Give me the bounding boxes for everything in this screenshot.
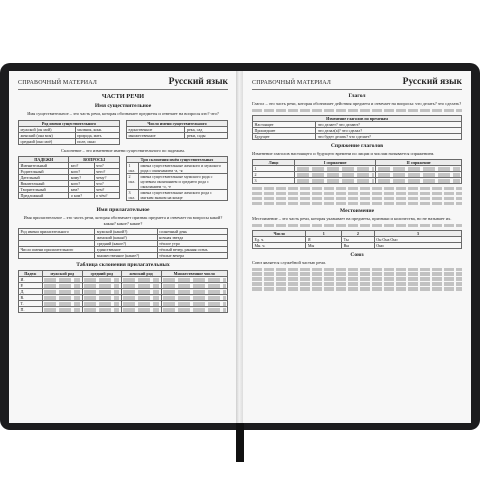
pronoun-table bbox=[252, 230, 462, 249]
illegible-text bbox=[297, 179, 374, 183]
decl-desc: имена существительные мужского рода с нулевым окончанием и среднего рода с окончанием -о, -е bbox=[139, 174, 228, 190]
gender-example: мальчик, конь bbox=[75, 126, 119, 132]
adjective-definition: Имя прилагательное – это часть речи, которая обозначает признак предмета и отвечает на вопросы какой? какая? какое? какие? bbox=[23, 215, 223, 226]
illegible-text bbox=[84, 296, 119, 300]
illegible-text bbox=[84, 308, 119, 312]
noun-title: Имя существительное bbox=[94, 103, 152, 109]
verb-title: Глагол bbox=[348, 93, 366, 99]
decl-desc: имена существительные женского рода с мягким знаком на конце bbox=[139, 190, 228, 201]
adj-decl-head: мужской род bbox=[42, 271, 82, 277]
number-example: река, сад bbox=[185, 126, 228, 132]
adjective-title: Имя прилагательное bbox=[96, 207, 150, 214]
case-name: Родительный bbox=[19, 169, 69, 175]
person-label: 1 bbox=[253, 165, 295, 171]
illegible-text bbox=[84, 302, 119, 306]
illegible-text bbox=[44, 284, 80, 288]
adj-example: солнечный день bbox=[157, 229, 227, 235]
case-q1: кем? bbox=[69, 187, 94, 193]
case-q1: о ком? bbox=[69, 193, 94, 199]
illegible-text bbox=[378, 173, 460, 177]
adj-form: единственное bbox=[95, 247, 157, 253]
three-declensions-table bbox=[126, 156, 228, 201]
three-declensions-head: Три склонения имён существительных bbox=[127, 157, 228, 163]
illegible-text bbox=[84, 284, 119, 288]
case-q1: кого? bbox=[69, 169, 94, 175]
pronoun-title: Местоимение bbox=[339, 207, 375, 214]
illegible-paragraph bbox=[252, 187, 462, 205]
pron-word: Они bbox=[374, 242, 461, 248]
pron-word: Он Она Оно bbox=[374, 236, 461, 242]
case-q2: чем? bbox=[94, 187, 119, 193]
illegible-text bbox=[44, 290, 80, 294]
conjugation-note: Изменение глаголов настоящего и будущего времени по лицам и числам называется спряжением. bbox=[252, 150, 435, 156]
illegible-text bbox=[84, 278, 119, 282]
illegible-text bbox=[44, 296, 80, 300]
tense-name: Будущее bbox=[253, 133, 316, 139]
conjugation-title: Спряжение глаголов bbox=[330, 142, 384, 149]
conj-head: II спряжение bbox=[376, 159, 462, 165]
adjective-table bbox=[18, 228, 228, 259]
tense-table bbox=[252, 115, 462, 140]
adj-decl-head: женский род bbox=[121, 271, 161, 277]
right-page bbox=[243, 71, 471, 423]
conjugation-table bbox=[252, 159, 462, 184]
illegible-text bbox=[297, 167, 374, 171]
adj-example: тёплый вечер, ранняя осень bbox=[157, 247, 227, 253]
adj-case-label: В. bbox=[19, 295, 43, 301]
decl-label: 3 скл. bbox=[127, 190, 139, 201]
adj-form: множественное (какие?) bbox=[95, 253, 157, 259]
pron-head: 1 bbox=[306, 230, 342, 236]
illegible-paragraph bbox=[252, 268, 462, 291]
case-q1: кто? bbox=[69, 163, 94, 169]
illegible-text bbox=[163, 308, 225, 312]
adj-decl-head: средний род bbox=[82, 271, 121, 277]
illegible-text bbox=[163, 290, 225, 294]
pron-word: Ты bbox=[342, 236, 375, 242]
conj-head: Лицо bbox=[253, 159, 295, 165]
number-cell: единственное bbox=[127, 126, 185, 132]
illegible-text bbox=[378, 179, 460, 183]
case-name: Именительный bbox=[19, 163, 69, 169]
pronoun-definition: Местоимение – это часть речи, которая указывает на предметы, признаки и количества, но не называет их. bbox=[252, 215, 452, 221]
union-title: Союз bbox=[350, 251, 364, 258]
left-page bbox=[9, 71, 237, 423]
pron-word: Вы bbox=[342, 242, 375, 248]
adjective-declension-table bbox=[18, 270, 228, 313]
adj-group: Число имени прилагательного bbox=[19, 247, 95, 253]
illegible-text bbox=[123, 290, 159, 294]
adj-group: Род имени прилагательного bbox=[19, 229, 95, 235]
noun-gender-table bbox=[18, 120, 120, 145]
case-q1: кому? bbox=[69, 175, 94, 181]
union-definition: Союз является служебной частью речи. bbox=[252, 259, 326, 265]
case-q2: о чём? bbox=[94, 193, 119, 199]
subject-title: Русский язык bbox=[168, 77, 228, 87]
adj-form: средний (какое?) bbox=[95, 241, 157, 247]
person-label: 3 bbox=[253, 177, 295, 183]
illegible-text bbox=[123, 284, 159, 288]
illegible-text bbox=[297, 173, 374, 177]
illegible-text bbox=[123, 302, 159, 306]
adj-form: женский (какая?) bbox=[95, 235, 157, 241]
adj-form: мужской (какой?) bbox=[95, 229, 157, 235]
illegible-text bbox=[163, 284, 225, 288]
case-name: Творительный bbox=[19, 187, 69, 193]
illegible-text bbox=[378, 167, 460, 171]
adj-decl-head: Падеж bbox=[19, 271, 43, 277]
pron-word: Я bbox=[306, 236, 342, 242]
case-q2: чему? bbox=[94, 175, 119, 181]
adj-example: ночная звезда bbox=[157, 235, 227, 241]
illegible-text bbox=[44, 302, 80, 306]
declension-note: Склонение – это изменение имени существительного по падежам. bbox=[61, 147, 185, 153]
pron-word: Мы bbox=[306, 242, 342, 248]
decl-desc: имена существительные женского и мужского рода с окончанием -а, -я bbox=[139, 163, 228, 174]
verb-definition: Глагол – это часть речи, которая обозначает действия предмета и отвечает на вопросы: что делать? что сделать? bbox=[252, 101, 462, 106]
number-head: Число имени существительного bbox=[127, 120, 228, 126]
subject-title: Русский язык bbox=[402, 77, 462, 87]
illegible-paragraph bbox=[252, 224, 462, 227]
gender-number-block bbox=[18, 119, 228, 148]
adj-case-label: Т. bbox=[19, 301, 43, 307]
right-page-header bbox=[252, 77, 462, 90]
reference-label: СПРАВОЧНЫЙ МАТЕРИАЛ bbox=[252, 80, 332, 86]
adj-group bbox=[19, 253, 95, 259]
pron-head: Число bbox=[253, 230, 306, 236]
case-q1: кого? bbox=[69, 181, 94, 187]
illegible-text bbox=[123, 278, 159, 282]
reference-label: СПРАВОЧНЫЙ МАТЕРИАЛ bbox=[18, 80, 98, 86]
cases-head: ПАДЕЖИ bbox=[19, 157, 69, 163]
case-q2: чего? bbox=[94, 169, 119, 175]
pron-head: 3 bbox=[374, 230, 461, 236]
adj-case-label: Д. bbox=[19, 289, 43, 295]
illegible-text bbox=[123, 308, 159, 312]
adj-decl-head: Множественное число bbox=[161, 271, 227, 277]
illegible-text bbox=[163, 278, 225, 282]
adjective-table-title: Таблица склонения прилагательных bbox=[76, 262, 170, 269]
illegible-text bbox=[44, 278, 80, 282]
adj-example: тёплые вечера bbox=[157, 253, 227, 259]
noun-definition: Имя существительное – это часть речи, которая обозначает предметы и отвечает на вопросы кто? что? bbox=[27, 111, 219, 116]
cases-table bbox=[18, 156, 120, 199]
person-label: 2 bbox=[253, 171, 295, 177]
decl-label: 2 скл. bbox=[127, 174, 139, 190]
cases-declension-block bbox=[18, 155, 228, 204]
pron-number: Мн. ч. bbox=[253, 242, 306, 248]
gender-cell: женский (она моя) bbox=[19, 132, 76, 138]
adj-case-label: Р. bbox=[19, 283, 43, 289]
illegible-paragraph bbox=[252, 109, 462, 112]
case-name: Предложный bbox=[19, 193, 69, 199]
adj-case-label: И. bbox=[19, 277, 43, 283]
gender-cell: средний (оно моё) bbox=[19, 138, 76, 144]
case-q2: что? bbox=[94, 181, 119, 187]
tense-questions: что будет делать? что сделает? bbox=[316, 133, 462, 139]
illegible-text bbox=[163, 296, 225, 300]
tense-head: Изменение глаголов по временам bbox=[253, 115, 462, 121]
gender-head: Род имени существительного bbox=[19, 120, 120, 126]
illegible-text bbox=[84, 290, 119, 294]
gender-example: поле, окно bbox=[75, 138, 119, 144]
illegible-text bbox=[163, 302, 225, 306]
number-cell: множественное bbox=[127, 132, 185, 138]
tense-name: Прошедшее bbox=[253, 127, 316, 133]
noun-number-table bbox=[126, 120, 228, 139]
parts-of-speech-title: ЧАСТИ РЕЧИ bbox=[101, 93, 145, 100]
adj-example: тёплое утро bbox=[157, 241, 227, 247]
questions-head: ВОПРОСЫ bbox=[69, 157, 120, 163]
illegible-text bbox=[44, 308, 80, 312]
tense-questions: что делал(а)? что сделал? bbox=[316, 127, 462, 133]
case-name: Винительный bbox=[19, 181, 69, 187]
number-example: реки, сады bbox=[185, 132, 228, 138]
tense-questions: что делает? что делают? bbox=[316, 121, 462, 127]
left-page-header bbox=[18, 77, 228, 90]
pron-number: Ед. ч. bbox=[253, 236, 306, 242]
tense-name: Настоящее bbox=[253, 121, 316, 127]
illegible-text bbox=[123, 296, 159, 300]
gender-cell: мужской (он мой) bbox=[19, 126, 76, 132]
gender-example: природа, мать bbox=[75, 132, 119, 138]
pron-head: 2 bbox=[342, 230, 375, 236]
adj-case-label: П. bbox=[19, 307, 43, 313]
case-q2: что? bbox=[94, 163, 119, 169]
conj-head: I спряжение bbox=[295, 159, 376, 165]
case-name: Дательный bbox=[19, 175, 69, 181]
decl-label: 1 скл. bbox=[127, 163, 139, 174]
